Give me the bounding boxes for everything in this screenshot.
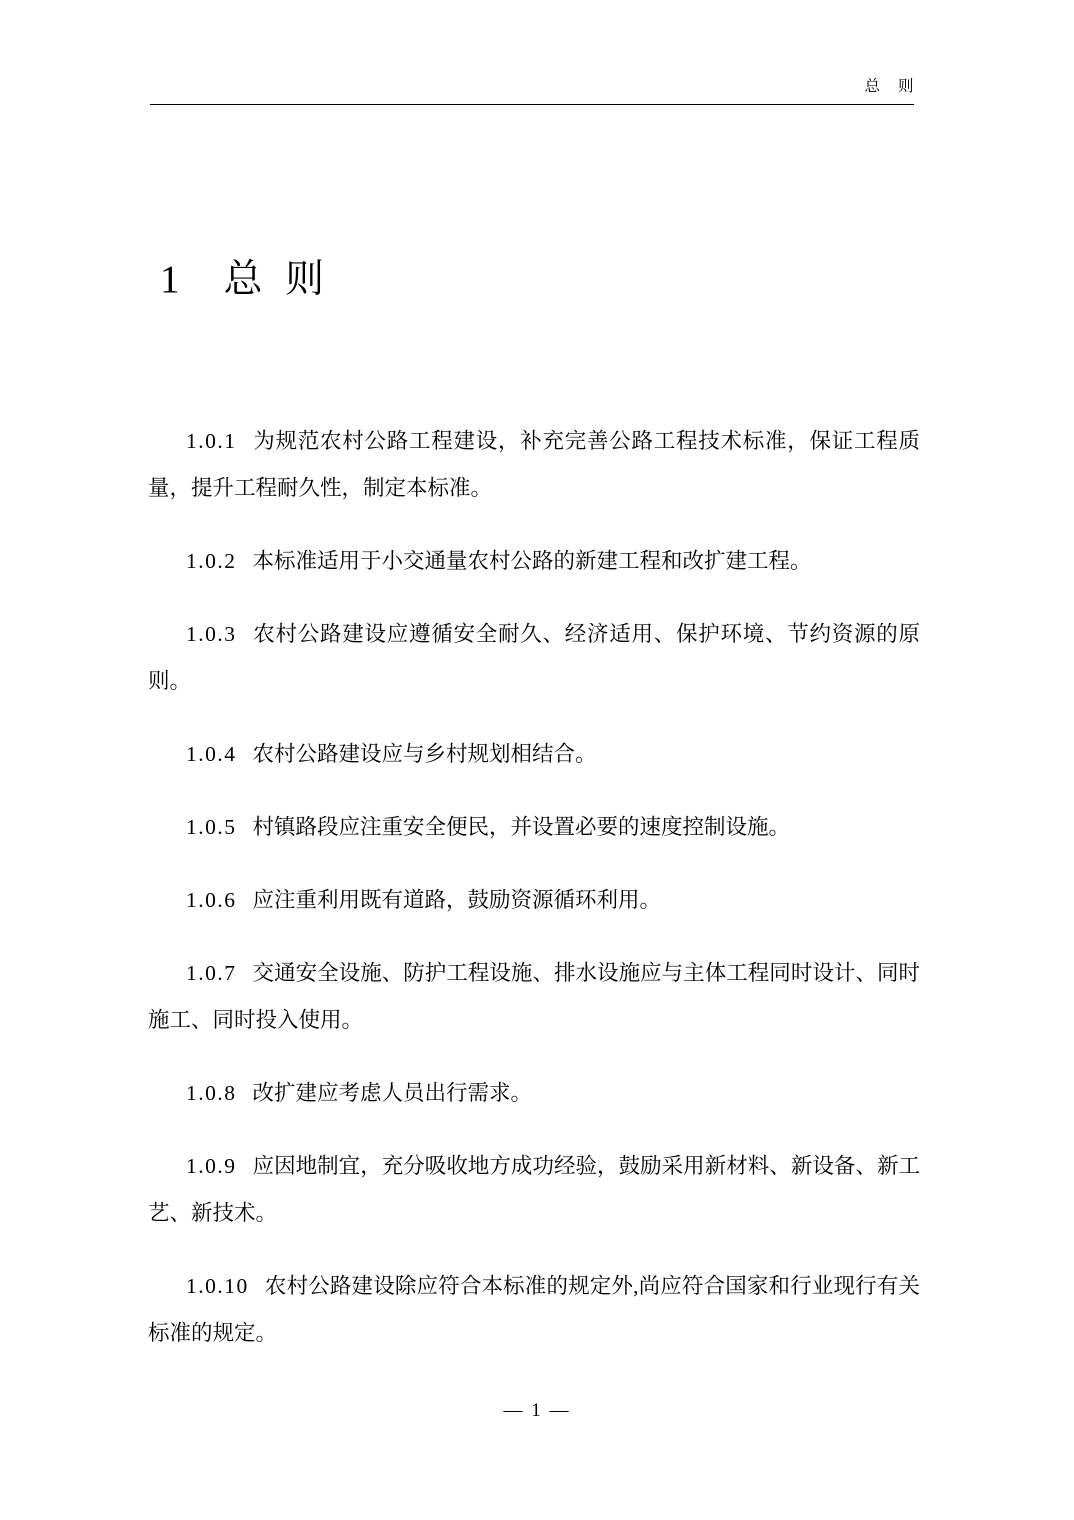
clause-number: 1.0.8 (186, 1081, 237, 1105)
clause-item (148, 1263, 920, 1357)
clause-text: 改扩建应考虑人员出行需求。 (252, 1081, 533, 1105)
clause-number: 1.0.1 (186, 429, 237, 453)
page-number: — 1 — (503, 1400, 571, 1421)
page-header (150, 74, 914, 108)
clause-number: 1.0.3 (186, 622, 237, 646)
header-divider (150, 104, 914, 105)
clause-item (148, 731, 920, 778)
clause-item (148, 418, 920, 512)
clause-text: 为规范农村公路工程建设，补充完善公路工程技术标准，保证工程质量，提升工程耐久性，制定本标准。 (148, 429, 920, 500)
clause-number: 1.0.7 (186, 961, 237, 985)
clause-item (148, 950, 920, 1044)
clause-text: 农村公路建设应与乡村规划相结合。 (252, 742, 597, 766)
page-title: 1 总 则 (160, 258, 326, 301)
clause-text: 农村公路建设应遵循安全耐久、经济适用、保护环境、节约资源的原则。 (148, 622, 920, 693)
page-footer (0, 1400, 1074, 1422)
clause-text: 农村公路建设除应符合本标准的规定外,尚应符合国家和行业现行有关标准的规定。 (148, 1274, 920, 1345)
clause-item (148, 877, 920, 924)
clause-number: 1.0.4 (186, 742, 237, 766)
clause-text: 本标准适用于小交通量农村公路的新建工程和改扩建工程。 (252, 549, 812, 573)
clause-number: 1.0.9 (186, 1154, 237, 1178)
running-header-title: 总 则 (864, 78, 914, 95)
clause-text: 应注重利用既有道路，鼓励资源循环利用。 (252, 888, 662, 912)
clause-text: 交通安全设施、防护工程设施、排水设施应与主体工程同时设计、同时施工、同时投入使用。 (148, 961, 920, 1032)
clause-item (148, 538, 920, 585)
clause-list (148, 418, 920, 1383)
clause-text: 村镇路段应注重安全便民，并设置必要的速度控制设施。 (252, 815, 791, 839)
clause-number: 1.0.5 (186, 815, 237, 839)
clause-item (148, 1070, 920, 1117)
clause-item (148, 1143, 920, 1237)
clause-number: 1.0.10 (186, 1274, 249, 1298)
clause-number: 1.0.6 (186, 888, 237, 912)
clause-item (148, 611, 920, 705)
clause-item (148, 804, 920, 851)
clause-number: 1.0.2 (186, 549, 237, 573)
clause-text: 应因地制宜，充分吸收地方成功经验，鼓励采用新材料、新设备、新工艺、新技术。 (148, 1154, 920, 1225)
